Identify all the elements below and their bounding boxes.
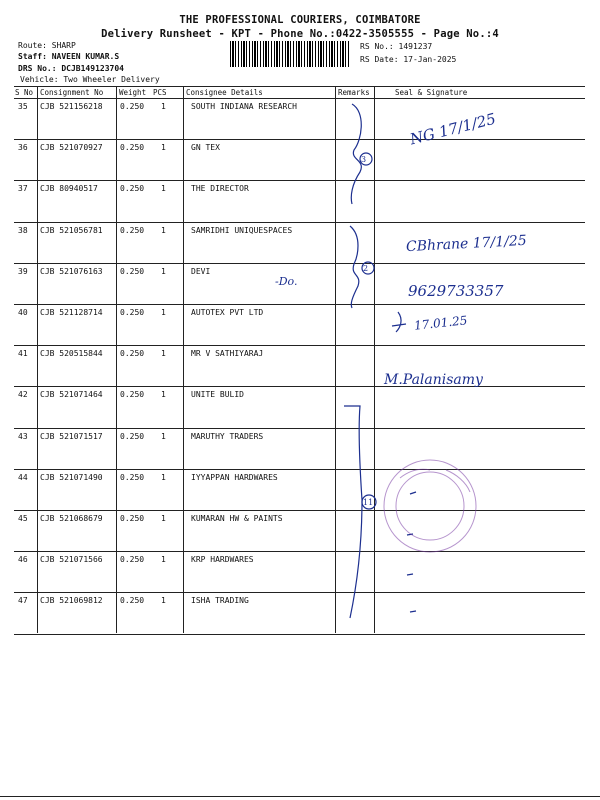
cell-sno: 43	[18, 431, 28, 441]
col-header-sno: S No	[15, 88, 34, 97]
date-handwritten-row40: 17.01.25	[413, 313, 469, 333]
cell-weight: 0.250	[120, 472, 145, 482]
bracket-pen-mark	[344, 406, 362, 618]
circle-number: 11	[363, 498, 374, 507]
cell-weight: 0.250	[120, 308, 145, 317]
circle-number: 2	[363, 264, 369, 273]
cell-consignee: MARUTHY TRADERS	[191, 431, 264, 441]
cell-consignment: CJB 521068679	[40, 514, 103, 523]
cell-sno: 45	[18, 514, 28, 523]
cell-pcs: 1	[161, 102, 166, 111]
cell-consignee: KRP HARDWARES	[191, 555, 254, 565]
cell-consignment: CJB 521071490	[40, 472, 103, 482]
cell-consignee: DEVI	[191, 266, 211, 276]
cell-consignment: CJB 80940517	[40, 184, 98, 194]
cell-pcs: 1	[161, 225, 166, 235]
cell-consignee: SOUTH INDIANA RESEARCH	[191, 102, 297, 111]
bracket-pen-mark	[350, 226, 359, 308]
cell-consignee: KUMARAN HW & PAINTS	[191, 514, 283, 523]
cell-consignment: CJB 521076163	[40, 266, 103, 276]
drs-label: DRS No.: DCJB149123704	[18, 64, 124, 73]
cell-weight: 0.250	[120, 431, 145, 441]
cell-sno: 37	[18, 184, 28, 194]
cell-sno: 36	[18, 143, 28, 153]
rs-date: RS Date: 17-Jan-2025	[360, 55, 457, 64]
circle-pen-mark	[362, 495, 376, 509]
phone-handwritten: 9629733357	[408, 282, 504, 300]
cell-sno: 41	[18, 349, 28, 359]
cell-sno: 46	[18, 555, 28, 565]
cell-consignee: THE DIRECTOR	[191, 184, 249, 194]
signature-row41: M.Palanisamy	[384, 372, 483, 388]
cell-sno: 38	[18, 225, 28, 235]
cell-consignment: CJB 521056781	[40, 225, 103, 235]
col-header-remarks: Remarks	[338, 88, 370, 97]
cell-weight: 0.250	[120, 102, 145, 111]
cell-consignment: CJB 521071464	[40, 390, 103, 400]
cell-consignee: SAMRIDHI UNIQUESPACES	[191, 225, 293, 235]
stamp-seal	[384, 460, 476, 552]
staff-label: Staff: NAVEEN KUMAR.S	[18, 52, 120, 61]
page-bottom-rule	[0, 796, 600, 797]
cell-sno: 44	[18, 472, 28, 482]
rs-number: RS No.: 1491237	[360, 42, 433, 51]
cell-consignee: GN TEX	[191, 143, 220, 153]
cell-weight: 0.250	[120, 143, 145, 153]
cell-weight: 0.250	[120, 390, 145, 400]
cell-weight: 0.250	[120, 184, 145, 194]
cell-pcs: 1	[161, 184, 166, 194]
cell-pcs: 1	[161, 555, 166, 565]
cell-weight: 0.250	[120, 596, 145, 606]
cell-consignment: CJB 521070927	[40, 143, 103, 153]
runsheet-subtitle: Delivery Runsheet - KPT - Phone No.:0422-3505555 - Page No.:4	[101, 28, 499, 40]
cell-consignee: ISHA TRADING	[191, 596, 249, 606]
cell-consignment: CJB 521071566	[40, 555, 103, 565]
circle-pen-mark	[362, 262, 374, 274]
cell-weight: 0.250	[120, 225, 145, 235]
cell-sno: 42	[18, 390, 28, 400]
cell-pcs: 1	[161, 390, 166, 400]
circle-number: 3	[361, 155, 367, 164]
company-title: THE PROFESSIONAL COURIERS, COIMBATORE	[179, 14, 421, 26]
cell-sno: 35	[18, 102, 28, 111]
cell-consignment: CJB 521128714	[40, 308, 103, 317]
cell-sno: 39	[18, 266, 28, 276]
cell-pcs: 1	[161, 308, 166, 317]
cell-consignee: IYYAPPAN HARDWARES	[191, 472, 278, 482]
cell-consignee: AUTOTEX PVT LTD	[191, 308, 264, 317]
col-header-seal: Seal & Signature	[395, 88, 468, 97]
cell-pcs: 1	[161, 472, 166, 482]
col-header-weight: Weight	[119, 88, 147, 97]
cell-pcs: 1	[161, 514, 166, 523]
col-header-consignee: Consignee Details	[186, 88, 263, 97]
vehicle-label: Vehicle: Two Wheeler Delivery	[20, 75, 160, 84]
cell-weight: 0.250	[120, 266, 145, 276]
ditto-mark: -Do.	[275, 275, 298, 288]
cell-sno: 40	[18, 308, 28, 317]
cell-consignee: MR V SATHIYARAJ	[191, 349, 264, 359]
cell-consignment: CJB 520515844	[40, 349, 103, 359]
cell-pcs: 1	[161, 266, 166, 276]
cell-weight: 0.250	[120, 555, 145, 565]
cell-pcs: 1	[161, 431, 166, 441]
cell-pcs: 1	[161, 349, 166, 359]
circle-pen-mark	[360, 153, 372, 165]
cell-consignee: UNITE BULID	[191, 390, 244, 400]
col-header-consignment: Consignment No	[40, 88, 104, 97]
cell-sno: 47	[18, 596, 28, 606]
scribble-pen-mark	[392, 312, 406, 332]
signature-row35: NG 17/1/25	[408, 109, 498, 149]
signature-row38: CBhrane 17/1/25	[405, 232, 528, 256]
bracket-pen-mark	[351, 104, 361, 204]
col-header-pcs: PCS	[153, 88, 167, 97]
cell-consignment: CJB 521156218	[40, 102, 103, 111]
cell-pcs: 1	[161, 596, 166, 606]
cell-pcs: 1	[161, 143, 166, 153]
cell-consignment: CJB 521069812	[40, 596, 103, 606]
route-label: Route: SHARP	[18, 41, 76, 50]
cell-weight: 0.250	[120, 349, 145, 359]
cell-weight: 0.250	[120, 514, 145, 523]
cell-consignment: CJB 521071517	[40, 431, 103, 441]
tick-pen-mark	[407, 492, 416, 612]
